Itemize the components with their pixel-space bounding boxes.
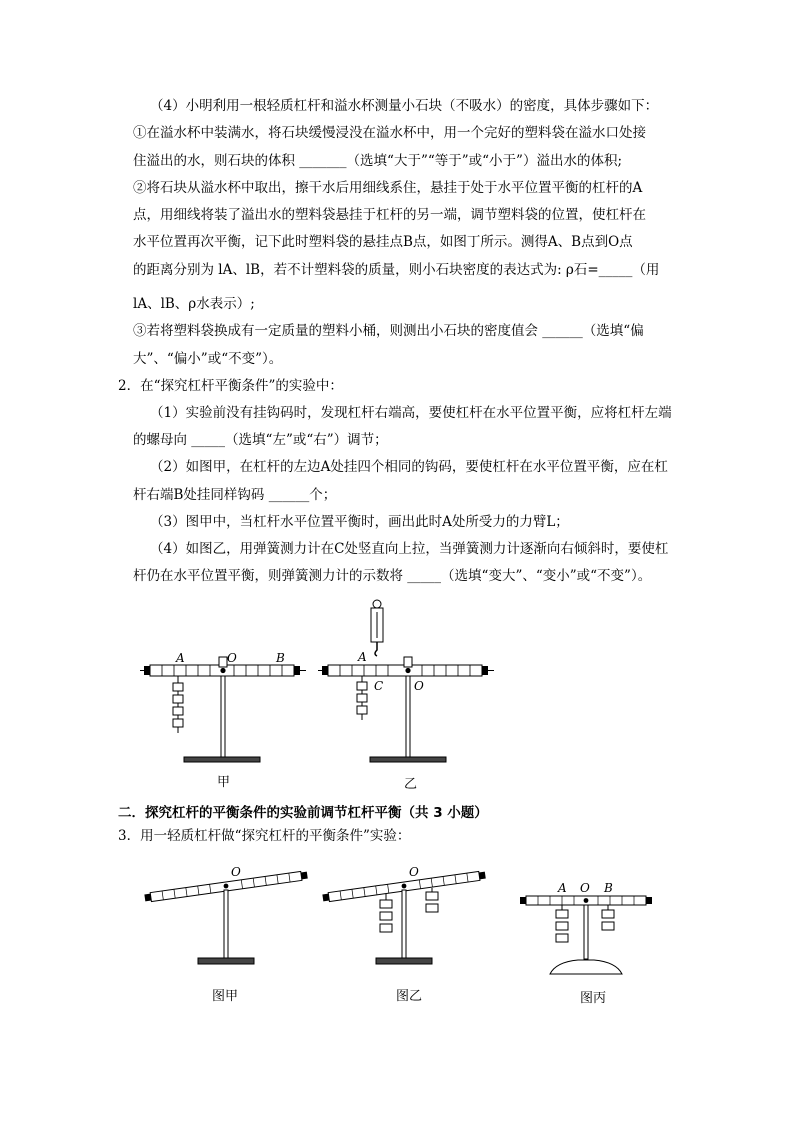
q2-line-7: （4）如图乙，用弹簧测力计在C处竖直向上拉，当弹簧测力计逐渐向右倾斜时，要使杠 <box>150 541 669 557</box>
label-o: O <box>231 865 241 879</box>
label-o: O <box>414 679 424 693</box>
label-o: O <box>409 865 419 879</box>
q2-line-2: （1）实验前没有挂钩码时，发现杠杆右端高，要使杠杆在水平位置平衡，应将杠杆左端 <box>150 405 672 421</box>
q1-part4-line-5: 点，用细线将装了溢出水的塑料袋悬挂于杠杆的另一端，调节塑料袋的位置，使杠杆在 <box>133 207 646 223</box>
q1-part4-line-1: （4）小明利用一根轻质杠杆和溢水杯测量小石块（不吸水）的密度，具体步骤如下： <box>150 98 659 114</box>
q1-part4-line-7: 的距离分别为 lA、lB，若不计塑料袋的质量，则小石块密度的表达式为: ρ石=_____（用 <box>133 262 660 278</box>
label-o: O <box>227 651 237 665</box>
label-c: C <box>374 679 384 693</box>
section-heading: 二．探究杠杆的平衡条件的实验前调节杠杆平衡（共 3 小题） <box>118 805 488 821</box>
caption-tu-bing: 图丙 <box>580 991 607 1006</box>
q1-part4-line-9: ③若将塑料袋换成有一定质量的塑料小桶，则测出小石块的密度值会 ______（选填“偏 <box>133 323 644 339</box>
label-a: A <box>176 651 185 665</box>
caption-tu-yi: 图乙 <box>396 989 423 1004</box>
q2-line-8: 杆仍在水平位置平衡，则弹簧测力计的示数将 _____（选填“变大”、“变小”或“不变”）。 <box>133 568 652 584</box>
q2-line-4: （2）如图甲，在杠杆的左边A处挂四个相同的钩码，要使杠杆在水平位置平衡，应在杠 <box>150 459 668 475</box>
label-b: B <box>276 651 285 665</box>
label-o: O <box>580 881 590 895</box>
caption-yi: 乙 <box>404 777 418 792</box>
caption-jia: 甲 <box>217 775 231 790</box>
q1-part4-line-2: ①在溢水杯中装满水，将石块缓慢浸没在溢水杯中，用一个完好的塑料袋在溢水口处接 <box>133 125 646 141</box>
q1-part4-line-3: 住溢出的水，则石块的体积 _______（选填“大于”“等于”或“小于”）溢出水的体积; <box>133 153 622 169</box>
q1-part4-line-10: 大”、“偏小”或“不变”）。 <box>133 351 283 367</box>
lever-figure-tu-jia <box>142 862 310 972</box>
q1-part4-line-8: lA、lB、ρ水表示）; <box>133 296 255 312</box>
caption-tu-jia: 图甲 <box>212 989 239 1004</box>
q2-line-5: 杆右端B处挂同样钩码 ______个； <box>133 487 337 503</box>
lever-figure-tu-bing <box>516 876 656 980</box>
q2-line-3: 的螺母向 _____（选填“左”或“右”）调节； <box>133 432 388 448</box>
lever-figure-yi <box>318 598 498 768</box>
label-b: B <box>604 881 613 895</box>
label-a: A <box>558 881 567 895</box>
q3-line-1: 3．用一轻质杠杆做“探究杠杆的平衡条件”实验： <box>118 828 411 844</box>
label-a: A <box>358 650 367 664</box>
q1-part4-line-6: 水平位置再次平衡，记下此时塑料袋的悬挂点B点，如图丁所示。测得A、B点到O点 <box>133 234 633 250</box>
lever-figure-tu-yi <box>320 862 488 972</box>
q1-part4-line-4: ②将石块从溢水杯中取出，擦干水后用细线系住，悬挂于处于水平位置平衡的杠杆的A <box>133 180 643 196</box>
q2-line-6: （3）图甲中，当杠杆水平位置平衡时，画出此时A处所受力的力臂L； <box>150 514 569 530</box>
lever-figure-jia <box>140 645 310 767</box>
q2-line-1: 2．在“探究杠杆平衡条件”的实验中： <box>118 378 343 394</box>
